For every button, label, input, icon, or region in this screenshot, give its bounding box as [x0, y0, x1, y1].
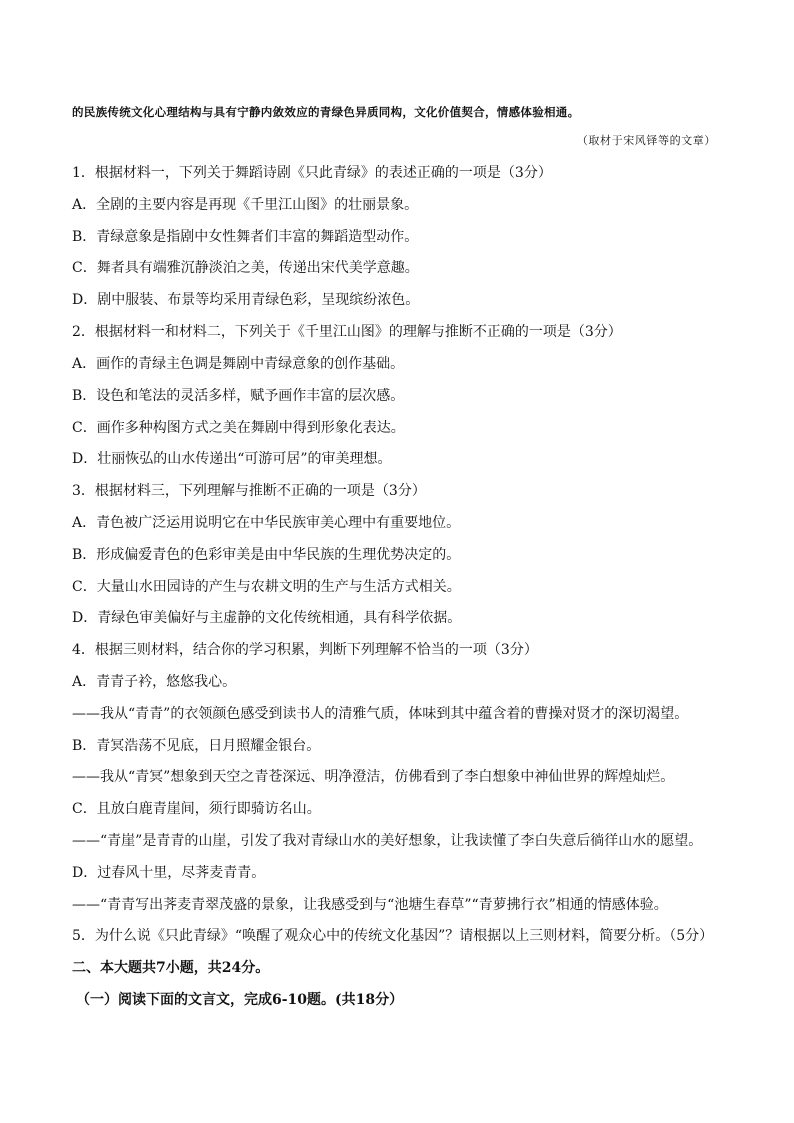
- question-3-stem: 3．根据材料三，下列理解与推断不正确的一项是（3分）: [72, 483, 426, 499]
- question-2-stem: 2．根据材料一和材料二，下列关于《千里江山图》的理解与推断不正确的一项是（3分）: [72, 324, 622, 340]
- question-1-stem: 1．根据材料一，下列关于舞蹈诗剧《只此青绿》的表述正确的一项是（3分）: [72, 165, 552, 181]
- question-3-option-d: D．青绿色审美偏好与主虚静的文化传统相通，具有科学依据。: [72, 610, 462, 626]
- question-4-option-c: C．且放白鹿青崖间，须行即骑访名山。: [72, 801, 321, 817]
- section-heading: 二、本大题共7小题，共24分。: [72, 960, 270, 976]
- question-5-stem: 5．为什么说《只此青绿》“唤醒了观众心中的传统文化基因”？请根据以上三则材料，简要分析。（5分）: [72, 928, 714, 944]
- subsection-heading: （一）阅读下面的文言文，完成6-10题。(共18分）: [76, 992, 404, 1008]
- intro-line: 的民族传统文化心理结构与具有宁静内敛效应的青绿色异质同构，文化价值契合，情感体验相通。: [72, 105, 580, 119]
- question-4-option-a-note: ——我从“青青”的衣领颜色感受到读书人的清雅气质，体味到其中蕴含着的曹操对贤才的深切渴望。: [72, 706, 689, 722]
- question-4-option-c-note: ——“青崖”是青青的山崖，引发了我对青绿山水的美好想象，让我读懂了李白失意后徜徉山水的愿望。: [72, 833, 703, 849]
- question-1-option-d: D．剧中服装、布景等均采用青绿色彩，呈现缤纷浓色。: [72, 292, 420, 308]
- question-3-option-b: B．形成偏爱青色的色彩审美是由中华民族的生理优势决定的。: [72, 547, 461, 563]
- question-2-option-b: B．设色和笔法的灵活多样，赋予画作丰富的层次感。: [72, 388, 405, 404]
- question-4-stem: 4．根据三则材料，结合你的学习积累，判断下列理解不恰当的一项（3分）: [72, 642, 538, 658]
- question-1-option-c: C．舞者具有端雅沉静淡泊之美，传递出宋代美学意趣。: [72, 260, 419, 276]
- question-1-option-b: B．青绿意象是指剧中女性舞者们丰富的舞蹈造型动作。: [72, 229, 419, 245]
- question-4-option-d-note: ——“青青写出荠麦青翠茂盛的景象，让我感受到与“池塘生春草”“青萝拂行衣”相通的情感体验。: [72, 897, 668, 913]
- question-4-option-d: D．过春风十里，尽荠麦青青。: [72, 865, 266, 881]
- question-4-option-b-note: ——我从“青冥”想象到天空之青苍深远、明净澄洁，仿佛看到了李白想象中神仙世界的辉煌灿烂。: [72, 769, 675, 785]
- question-2-option-a: A．画作的青绿主色调是舞剧中青绿意象的创作基础。: [72, 356, 405, 372]
- question-4-option-a: A．青青子衿，悠悠我心。: [72, 674, 237, 690]
- question-2-option-d: D．壮丽恢弘的山水传递出“可游可居”的审美理想。: [72, 451, 392, 467]
- question-3-option-c: C．大量山水田园诗的产生与农耕文明的生产与生活方式相关。: [72, 579, 461, 595]
- question-4-option-b: B．青冥浩荡不见底，日月照耀金银台。: [72, 738, 321, 754]
- question-2-option-c: C．画作多种构图方式之美在舞剧中得到形象化表达。: [72, 420, 405, 436]
- question-3-option-a: A．青色被广泛运用说明它在中华民族审美心理中有重要地位。: [72, 515, 461, 531]
- question-1-option-a: A．全剧的主要内容是再现《千里江山图》的壮丽景象。: [72, 197, 419, 213]
- source-attribution: （取材于宋风铎等的文章）: [576, 134, 716, 147]
